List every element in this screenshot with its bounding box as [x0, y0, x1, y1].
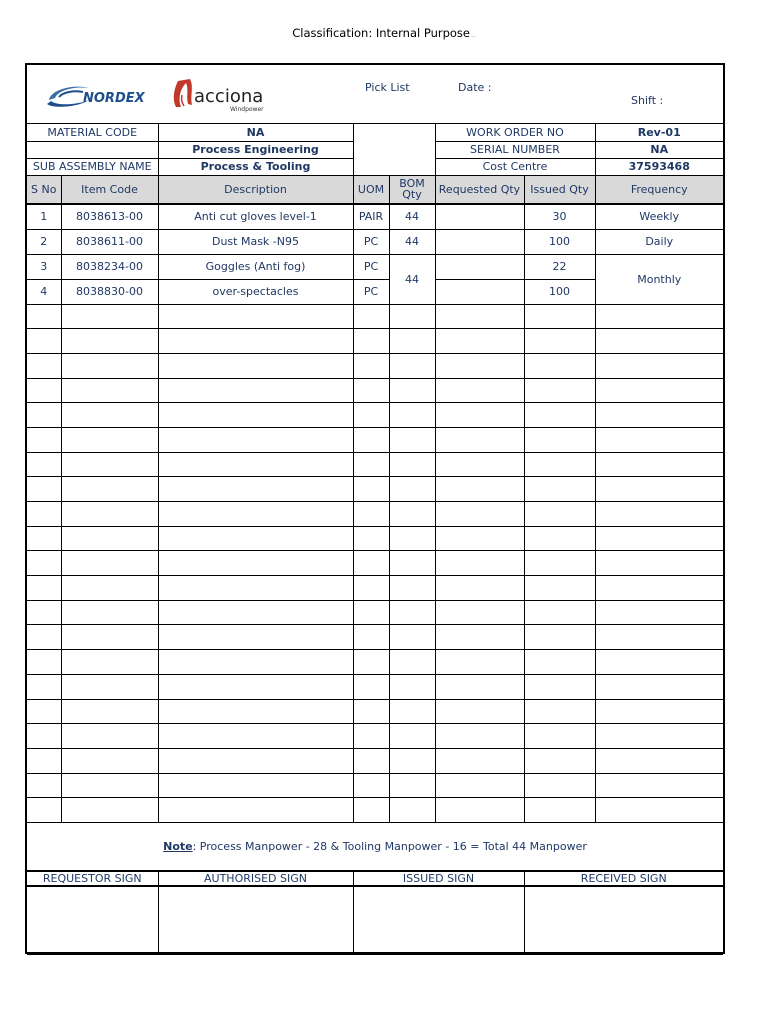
empty-row: [27, 526, 723, 551]
note-cell: [27, 822, 723, 871]
empty-cell[interactable]: [27, 304, 61, 329]
empty-cell[interactable]: [158, 551, 353, 576]
empty-cell[interactable]: [389, 773, 435, 798]
empty-cell[interactable]: [389, 625, 435, 650]
empty-row: [27, 477, 723, 502]
empty-cell[interactable]: [435, 427, 524, 452]
col-uom: UOM: [353, 175, 389, 204]
cost-centre-value: 37593468: [595, 158, 723, 175]
empty-cell[interactable]: [353, 773, 389, 798]
cost-centre-label: Cost Centre: [435, 158, 595, 175]
empty-cell[interactable]: [524, 576, 595, 601]
empty-cell[interactable]: [61, 674, 158, 699]
empty-cell[interactable]: [353, 526, 389, 551]
signature-box-row: [27, 886, 723, 954]
empty-cell[interactable]: [158, 526, 353, 551]
empty-cell[interactable]: [158, 748, 353, 773]
empty-cell[interactable]: [27, 576, 61, 601]
sub-assembly-label: SUB ASSEMBLY NAME: [27, 158, 158, 175]
empty-cell[interactable]: [158, 477, 353, 502]
empty-cell[interactable]: [595, 699, 723, 724]
item-uom: PC: [353, 254, 389, 279]
empty-cell[interactable]: [389, 477, 435, 502]
empty-cell[interactable]: [61, 304, 158, 329]
empty-cell[interactable]: [61, 798, 158, 823]
note-label: Note: [163, 840, 193, 854]
empty-cell[interactable]: [595, 625, 723, 650]
item-description: Goggles (Anti fog): [158, 254, 353, 279]
empty-cell[interactable]: [595, 378, 723, 403]
empty-cell[interactable]: [389, 353, 435, 378]
empty-cell[interactable]: [27, 526, 61, 551]
empty-cell[interactable]: [524, 502, 595, 527]
department-label-cell: [27, 141, 158, 158]
empty-cell[interactable]: [353, 699, 389, 724]
empty-cell[interactable]: [353, 748, 389, 773]
empty-cell[interactable]: [27, 600, 61, 625]
pick-list-table: [27, 124, 723, 955]
item-bom-qty: 44: [389, 229, 435, 254]
empty-cell[interactable]: [595, 798, 723, 823]
empty-cell[interactable]: [353, 403, 389, 428]
empty-cell[interactable]: [435, 650, 524, 675]
empty-cell[interactable]: [353, 674, 389, 699]
empty-cell[interactable]: [524, 699, 595, 724]
empty-cell[interactable]: [435, 502, 524, 527]
empty-cell[interactable]: [61, 748, 158, 773]
item-uom: PC: [353, 229, 389, 254]
empty-row: [27, 600, 723, 625]
item-code: 8038613-00: [61, 204, 158, 229]
empty-cell[interactable]: [524, 427, 595, 452]
empty-cell[interactable]: [27, 452, 61, 477]
nordex-wordmark: NORDEX: [83, 91, 145, 106]
empty-cell[interactable]: [389, 502, 435, 527]
empty-cell[interactable]: [595, 650, 723, 675]
table-row: [27, 229, 723, 254]
empty-cell[interactable]: [61, 403, 158, 428]
empty-cell[interactable]: [61, 576, 158, 601]
empty-cell[interactable]: [389, 600, 435, 625]
empty-cell[interactable]: [595, 353, 723, 378]
empty-cell[interactable]: [389, 748, 435, 773]
empty-cell[interactable]: [389, 674, 435, 699]
empty-row: [27, 427, 723, 452]
empty-row: [27, 378, 723, 403]
col-sno: S No: [27, 175, 61, 204]
empty-cell[interactable]: [595, 551, 723, 576]
authorised-sign-label: AUTHORISED SIGN: [158, 871, 353, 886]
empty-row: [27, 650, 723, 675]
empty-cell[interactable]: [61, 502, 158, 527]
empty-cell[interactable]: [27, 625, 61, 650]
empty-cell[interactable]: [595, 748, 723, 773]
empty-cell[interactable]: [27, 329, 61, 354]
empty-cell[interactable]: [435, 773, 524, 798]
empty-cell[interactable]: [389, 551, 435, 576]
requestor-sign-label: REQUESTOR SIGN: [27, 871, 158, 886]
serial-number-label: SERIAL NUMBER: [435, 141, 595, 158]
empty-cell[interactable]: [595, 773, 723, 798]
empty-cell[interactable]: [27, 477, 61, 502]
empty-cell[interactable]: [389, 403, 435, 428]
empty-cell[interactable]: [389, 378, 435, 403]
item-sno: 2: [27, 229, 61, 254]
empty-cell[interactable]: [524, 329, 595, 354]
empty-cell[interactable]: [389, 427, 435, 452]
empty-cell[interactable]: [27, 773, 61, 798]
empty-cell[interactable]: [353, 625, 389, 650]
item-issued-qty: 22: [524, 254, 595, 279]
empty-cell[interactable]: [435, 674, 524, 699]
empty-cell[interactable]: [435, 526, 524, 551]
empty-cell[interactable]: [524, 403, 595, 428]
acciona-logo: [172, 77, 272, 115]
empty-cell[interactable]: [524, 674, 595, 699]
acciona-windpower: Windpower: [230, 106, 264, 113]
empty-cell[interactable]: [389, 576, 435, 601]
empty-cell[interactable]: [27, 378, 61, 403]
item-code: 8038611-00: [61, 229, 158, 254]
empty-cell[interactable]: [27, 551, 61, 576]
empty-cell[interactable]: [61, 773, 158, 798]
empty-cell[interactable]: [61, 353, 158, 378]
empty-cell[interactable]: [595, 477, 723, 502]
col-item-code: Item Code: [61, 175, 158, 204]
empty-cell[interactable]: [27, 650, 61, 675]
empty-cell[interactable]: [524, 477, 595, 502]
empty-row: [27, 798, 723, 823]
empty-cell[interactable]: [524, 773, 595, 798]
form-header: [27, 65, 723, 124]
material-code-label: MATERIAL CODE: [27, 124, 158, 141]
item-sno: 1: [27, 204, 61, 229]
empty-row: [27, 748, 723, 773]
empty-cell[interactable]: [389, 650, 435, 675]
empty-row: [27, 502, 723, 527]
empty-cell[interactable]: [595, 403, 723, 428]
item-bom-qty: 44: [389, 254, 435, 304]
empty-row: [27, 452, 723, 477]
empty-cell[interactable]: [435, 625, 524, 650]
empty-cell[interactable]: [27, 403, 61, 428]
empty-cell[interactable]: [27, 724, 61, 749]
empty-cell[interactable]: [158, 650, 353, 675]
empty-cell[interactable]: [158, 403, 353, 428]
col-issued-qty: Issued Qty: [524, 175, 595, 204]
empty-cell[interactable]: [524, 526, 595, 551]
empty-cell[interactable]: [435, 724, 524, 749]
empty-cell[interactable]: [595, 600, 723, 625]
item-code: 8038830-00: [61, 279, 158, 304]
classification-label: [0, 26, 768, 40]
empty-cell[interactable]: [524, 748, 595, 773]
empty-cell[interactable]: [158, 304, 353, 329]
received-sign-box[interactable]: [524, 886, 723, 954]
empty-cell[interactable]: [158, 576, 353, 601]
empty-cell[interactable]: [524, 551, 595, 576]
empty-cell[interactable]: [389, 304, 435, 329]
empty-cell[interactable]: [435, 378, 524, 403]
empty-cell[interactable]: [353, 502, 389, 527]
shift-label: Shift :: [631, 94, 664, 107]
empty-cell[interactable]: [595, 576, 723, 601]
empty-cell[interactable]: [158, 353, 353, 378]
empty-cell[interactable]: [61, 452, 158, 477]
empty-cell[interactable]: [524, 625, 595, 650]
sub-assembly-value: Process & Tooling: [158, 158, 353, 175]
empty-row: [27, 699, 723, 724]
note-text: : Process Manpower - 28 & Tooling Manpower - 16 = Total 44 Manpower: [192, 840, 587, 854]
empty-cell[interactable]: [61, 477, 158, 502]
pick-list-label: Pick List: [365, 81, 410, 94]
empty-cell[interactable]: [158, 798, 353, 823]
department-value: Process Engineering: [158, 141, 353, 158]
table-row: [27, 204, 723, 229]
empty-cell[interactable]: [524, 378, 595, 403]
empty-row: [27, 625, 723, 650]
empty-cell[interactable]: [158, 378, 353, 403]
item-frequency: Weekly: [595, 204, 723, 229]
issued-sign-box[interactable]: [353, 886, 524, 954]
empty-cell[interactable]: [595, 427, 723, 452]
empty-cell[interactable]: [158, 724, 353, 749]
empty-cell[interactable]: [61, 625, 158, 650]
empty-cell[interactable]: [61, 600, 158, 625]
empty-row: [27, 329, 723, 354]
empty-cell[interactable]: [389, 452, 435, 477]
empty-cell[interactable]: [524, 650, 595, 675]
empty-cell[interactable]: [353, 650, 389, 675]
item-issued-qty: 100: [524, 279, 595, 304]
empty-cell[interactable]: [435, 551, 524, 576]
work-order-value: Rev-01: [595, 124, 723, 141]
empty-cell[interactable]: [353, 427, 389, 452]
item-issued-qty: 100: [524, 229, 595, 254]
empty-cell[interactable]: [353, 576, 389, 601]
empty-row: [27, 353, 723, 378]
empty-cell[interactable]: [435, 353, 524, 378]
classification-suffix: ...: [470, 32, 476, 39]
pick-list-form: [25, 63, 725, 954]
empty-cell[interactable]: [158, 674, 353, 699]
empty-cell[interactable]: [435, 576, 524, 601]
empty-cell[interactable]: [61, 329, 158, 354]
col-bom-qty: [389, 175, 435, 204]
item-frequency: Monthly: [595, 254, 723, 304]
col-bom-qty-line1: BOM: [399, 177, 425, 191]
empty-row: [27, 304, 723, 329]
empty-cell[interactable]: [353, 798, 389, 823]
empty-cell[interactable]: [389, 329, 435, 354]
col-bom-qty-line2: Qty: [402, 188, 422, 202]
empty-cell[interactable]: [61, 699, 158, 724]
empty-cell[interactable]: [389, 699, 435, 724]
empty-cell[interactable]: [389, 724, 435, 749]
empty-cell[interactable]: [27, 798, 61, 823]
item-requested-qty[interactable]: [435, 279, 524, 304]
empty-cell[interactable]: [435, 748, 524, 773]
empty-cell[interactable]: [353, 724, 389, 749]
empty-cell[interactable]: [61, 724, 158, 749]
item-bom-qty: 44: [389, 204, 435, 229]
empty-row: [27, 551, 723, 576]
signature-label-row: [27, 871, 723, 886]
item-code: 8038234-00: [61, 254, 158, 279]
empty-cell[interactable]: [435, 600, 524, 625]
nordex-logo: [45, 83, 157, 109]
empty-cell[interactable]: [524, 353, 595, 378]
empty-cell[interactable]: [524, 798, 595, 823]
empty-row: [27, 576, 723, 601]
empty-cell[interactable]: [595, 724, 723, 749]
column-header-row: [27, 175, 723, 204]
item-issued-qty: 30: [524, 204, 595, 229]
table-row: [27, 254, 723, 279]
empty-cell[interactable]: [389, 526, 435, 551]
requestor-sign-box[interactable]: [27, 886, 158, 954]
empty-cell[interactable]: [353, 452, 389, 477]
empty-cell[interactable]: [61, 551, 158, 576]
col-requested-qty: Requested Qty: [435, 175, 524, 204]
blank-rows: [27, 304, 723, 822]
empty-cell[interactable]: [353, 378, 389, 403]
item-sno: 4: [27, 279, 61, 304]
empty-cell[interactable]: [27, 353, 61, 378]
received-sign-label: RECEIVED SIGN: [524, 871, 723, 886]
empty-cell[interactable]: [524, 304, 595, 329]
empty-cell[interactable]: [158, 699, 353, 724]
empty-cell[interactable]: [524, 452, 595, 477]
empty-cell[interactable]: [158, 452, 353, 477]
info-blank-cell: [353, 124, 435, 175]
empty-row: [27, 674, 723, 699]
date-label: Date :: [458, 81, 492, 94]
empty-cell[interactable]: [158, 600, 353, 625]
empty-cell[interactable]: [435, 452, 524, 477]
authorised-sign-box[interactable]: [158, 886, 353, 954]
work-order-label: WORK ORDER NO: [435, 124, 595, 141]
empty-cell[interactable]: [435, 699, 524, 724]
empty-cell[interactable]: [435, 798, 524, 823]
acciona-wordmark: acciona: [194, 86, 264, 107]
empty-row: [27, 403, 723, 428]
empty-cell[interactable]: [27, 427, 61, 452]
empty-cell[interactable]: [435, 403, 524, 428]
empty-cell[interactable]: [389, 798, 435, 823]
empty-cell[interactable]: [595, 452, 723, 477]
empty-cell[interactable]: [27, 502, 61, 527]
empty-cell[interactable]: [353, 353, 389, 378]
empty-cell[interactable]: [158, 502, 353, 527]
item-description: Dust Mask -N95: [158, 229, 353, 254]
item-requested-qty[interactable]: [435, 204, 524, 229]
item-uom: PAIR: [353, 204, 389, 229]
empty-cell[interactable]: [524, 724, 595, 749]
empty-cell[interactable]: [435, 329, 524, 354]
empty-cell[interactable]: [595, 304, 723, 329]
empty-cell[interactable]: [435, 304, 524, 329]
empty-cell[interactable]: [353, 329, 389, 354]
col-frequency: Frequency: [595, 175, 723, 204]
empty-row: [27, 773, 723, 798]
empty-cell[interactable]: [61, 650, 158, 675]
classification-text: Classification: Internal Purpose: [292, 26, 471, 40]
item-description: over-spectacles: [158, 279, 353, 304]
item-sno: 3: [27, 254, 61, 279]
empty-cell[interactable]: [158, 427, 353, 452]
empty-cell[interactable]: [595, 526, 723, 551]
empty-cell[interactable]: [353, 551, 389, 576]
empty-cell[interactable]: [158, 625, 353, 650]
empty-cell[interactable]: [61, 526, 158, 551]
item-uom: PC: [353, 279, 389, 304]
issued-sign-label: ISSUED SIGN: [353, 871, 524, 886]
empty-cell[interactable]: [353, 600, 389, 625]
item-requested-qty[interactable]: [435, 229, 524, 254]
empty-cell[interactable]: [158, 329, 353, 354]
material-code-value: NA: [158, 124, 353, 141]
empty-cell[interactable]: [524, 600, 595, 625]
empty-cell[interactable]: [595, 329, 723, 354]
empty-row: [27, 724, 723, 749]
empty-cell[interactable]: [61, 427, 158, 452]
empty-cell[interactable]: [435, 477, 524, 502]
empty-cell[interactable]: [595, 674, 723, 699]
col-description: Description: [158, 175, 353, 204]
item-frequency: Daily: [595, 229, 723, 254]
empty-cell[interactable]: [353, 477, 389, 502]
serial-number-value: NA: [595, 141, 723, 158]
empty-cell[interactable]: [27, 674, 61, 699]
empty-cell[interactable]: [27, 699, 61, 724]
empty-cell[interactable]: [353, 304, 389, 329]
item-description: Anti cut gloves level-1: [158, 204, 353, 229]
empty-cell[interactable]: [158, 773, 353, 798]
empty-cell[interactable]: [61, 378, 158, 403]
item-requested-qty[interactable]: [435, 254, 524, 279]
empty-cell[interactable]: [595, 502, 723, 527]
empty-cell[interactable]: [27, 748, 61, 773]
